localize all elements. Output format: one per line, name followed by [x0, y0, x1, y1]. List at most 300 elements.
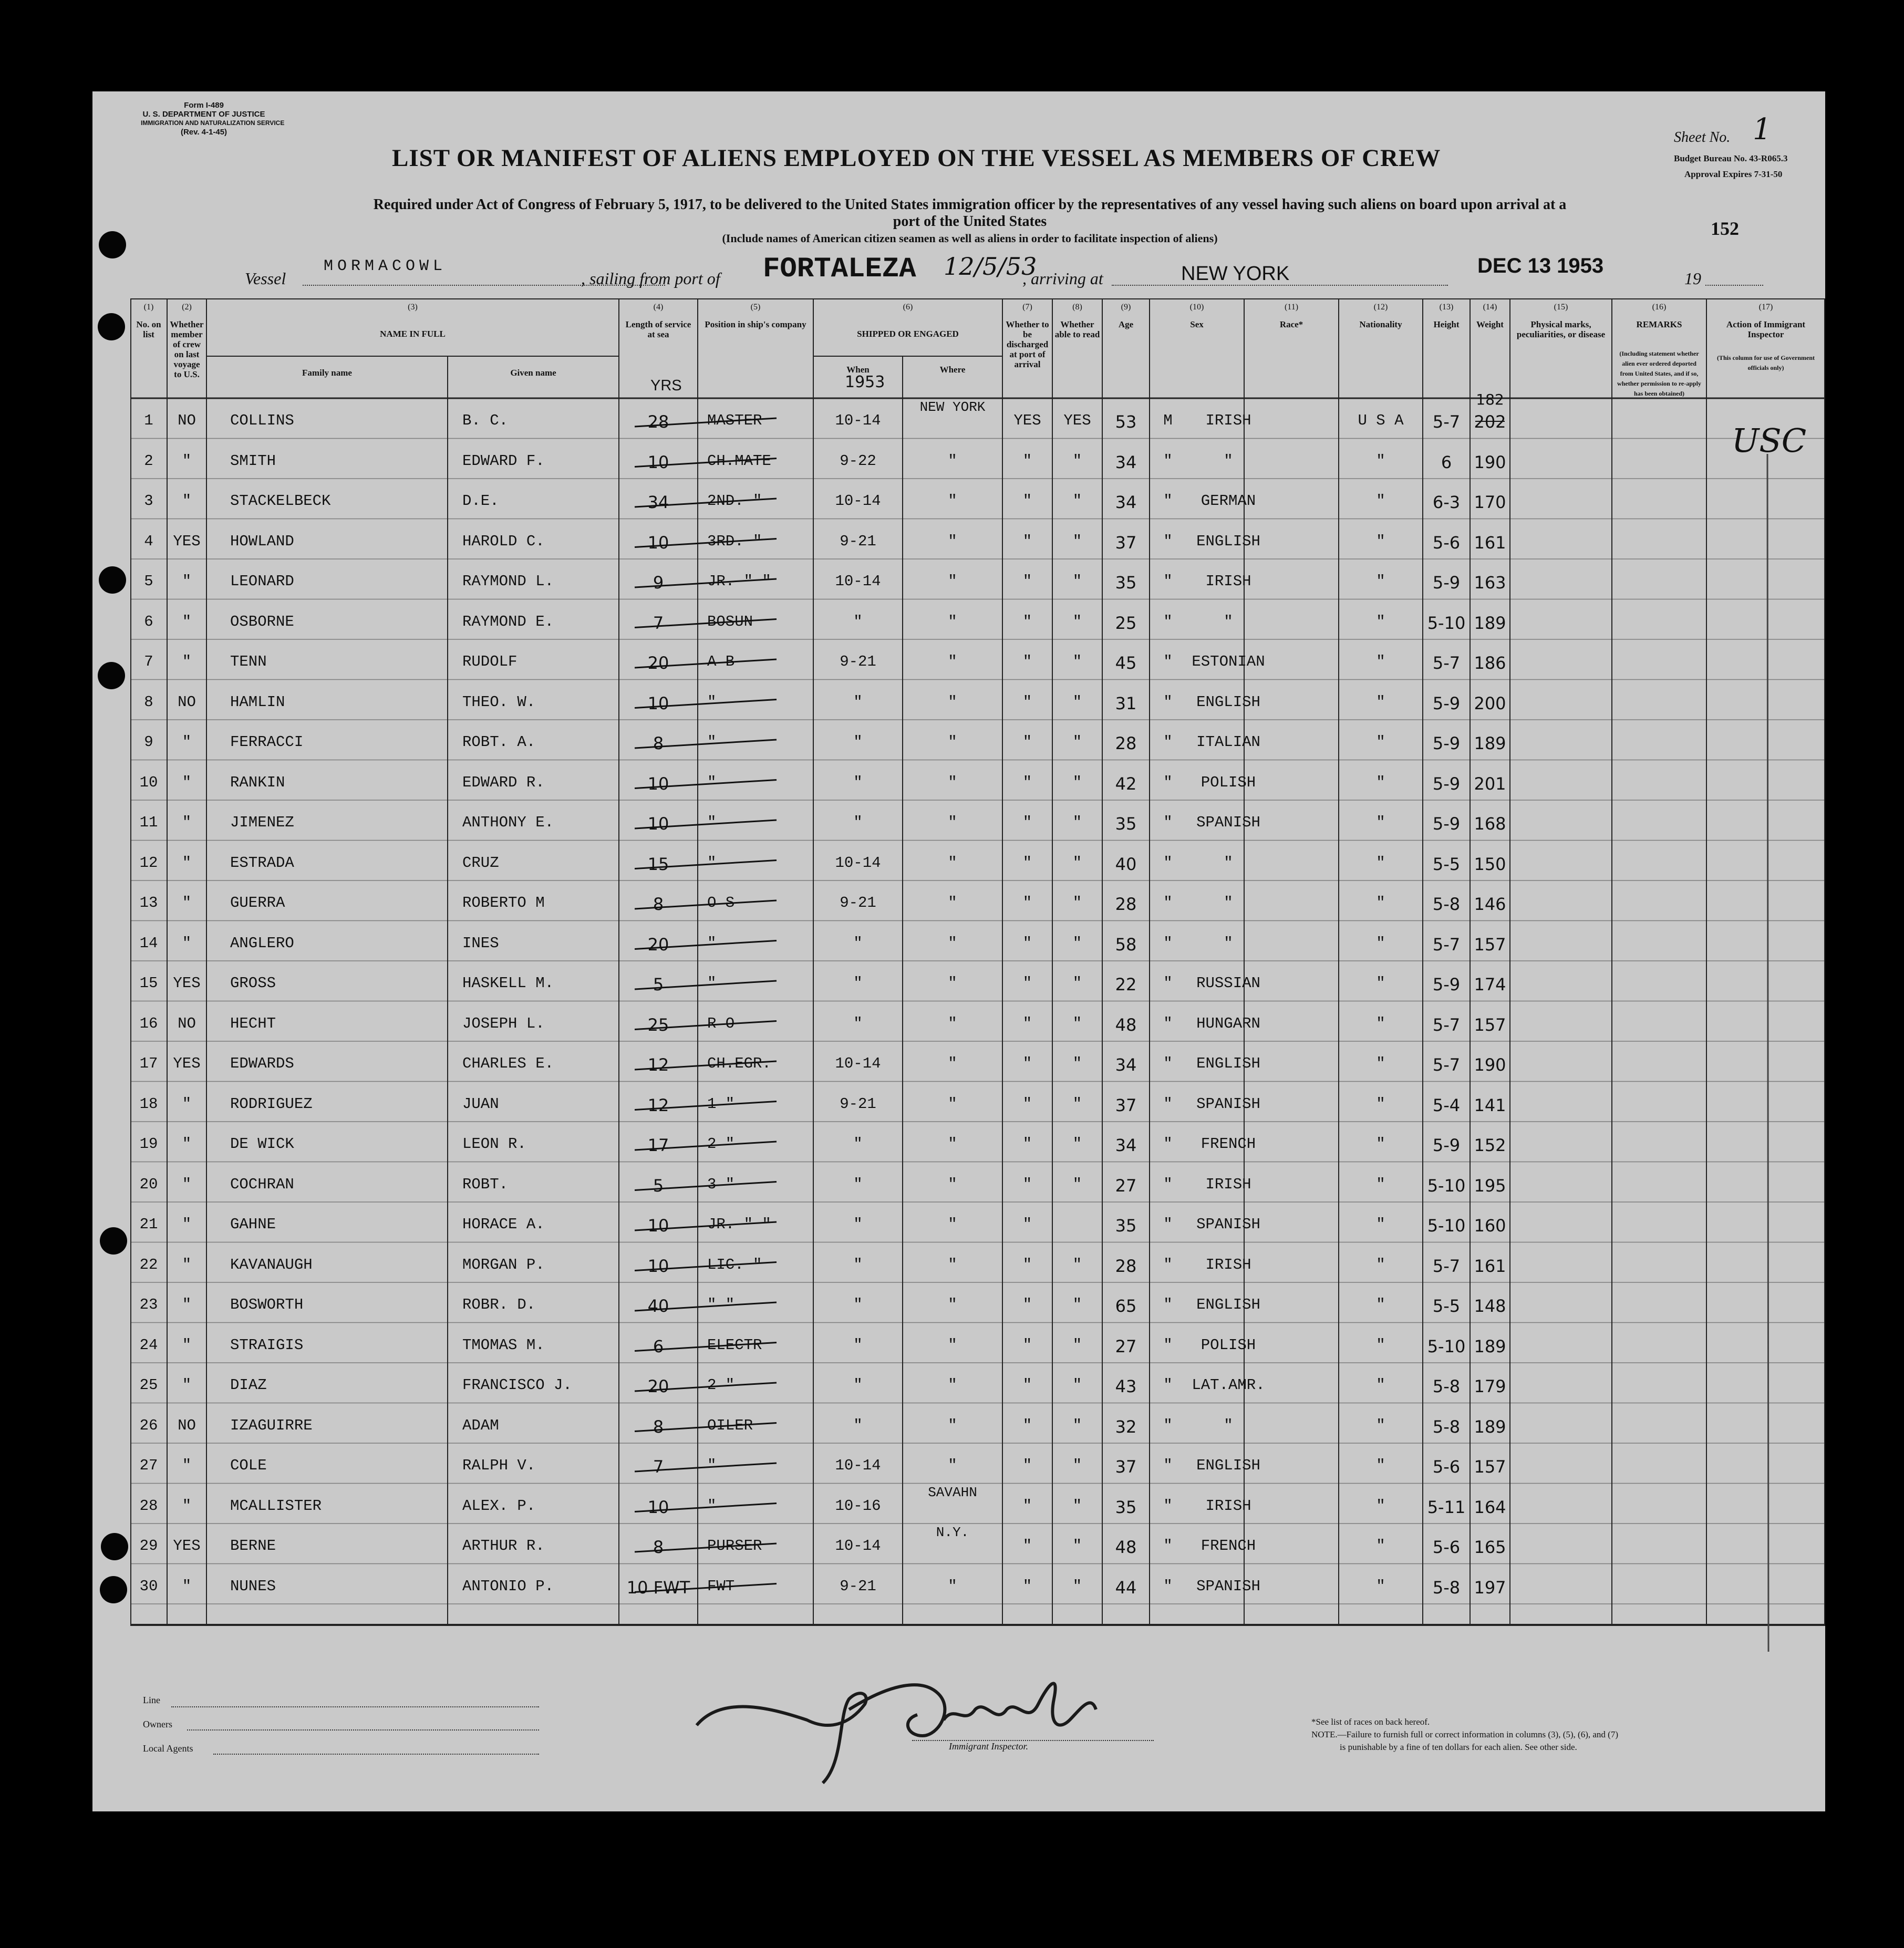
sailing-label: , sailing from port of	[581, 269, 720, 288]
nationality: "	[1376, 492, 1385, 510]
sex: "	[1163, 894, 1173, 911]
nationality: "	[1376, 1416, 1385, 1434]
sail-date: 12/5/53	[944, 252, 1037, 281]
row-number: 18	[139, 1095, 158, 1113]
row-number: 8	[144, 693, 153, 711]
nationality: "	[1376, 1256, 1385, 1273]
race: SPANISH	[1196, 1577, 1260, 1595]
table-row	[130, 599, 1825, 640]
column-number: (15)	[1554, 303, 1568, 312]
family-name: LEONARD	[230, 573, 294, 590]
sex: "	[1163, 934, 1173, 952]
family-name: RANKIN	[230, 773, 285, 791]
table-row	[130, 1484, 1825, 1524]
sex: "	[1163, 1336, 1173, 1354]
weight: 189	[1474, 733, 1506, 753]
position: MASTER	[707, 412, 762, 429]
able-to-read: "	[1072, 1577, 1082, 1595]
position: O S	[707, 894, 735, 911]
weight: 157	[1474, 1014, 1506, 1035]
weight: 189	[1474, 613, 1506, 633]
family-name: COLE	[230, 1457, 267, 1474]
column-header-13: Height	[1433, 319, 1460, 329]
age: 34	[1115, 1055, 1137, 1075]
age: 58	[1115, 934, 1137, 955]
discharged-flag: "	[1022, 492, 1032, 510]
shipped-when: 9-21	[840, 1095, 876, 1113]
punch-hole	[100, 1576, 127, 1603]
table-row	[130, 1242, 1825, 1283]
discharged-flag: "	[1022, 1135, 1032, 1153]
shipped-where: "	[948, 613, 957, 630]
age: 31	[1115, 693, 1137, 713]
weight: 197	[1474, 1577, 1506, 1598]
column-header-16: REMARKS	[1636, 319, 1682, 329]
position: "	[707, 1497, 717, 1515]
table-row	[130, 1564, 1825, 1604]
column-header-8: Whether able to read	[1054, 319, 1100, 339]
service-years: 10	[647, 693, 669, 713]
shipped-when: "	[853, 934, 863, 952]
previous-voyage: "	[182, 1577, 192, 1595]
row-number: 21	[139, 1216, 158, 1233]
shipped-when: 10-14	[835, 1055, 881, 1072]
sex: "	[1163, 1537, 1173, 1555]
column-number: (3)	[408, 303, 418, 312]
row-number: 3	[144, 492, 153, 510]
discharged-flag: "	[1022, 854, 1032, 872]
inspector-action: USC	[1732, 421, 1807, 460]
previous-voyage: "	[182, 814, 192, 831]
column-header-4: Length of service at sea	[625, 319, 691, 339]
sex: "	[1163, 1416, 1173, 1434]
discharged-flag: "	[1022, 1416, 1032, 1434]
requirement-line-1: Required under Act of Congress of February 5, 1917, to be delivered to the United States immigration officer by the representatives of any vessel having such aliens on board upon arrival at a	[373, 196, 1567, 213]
sex: "	[1163, 1216, 1173, 1233]
race: "	[1224, 854, 1233, 872]
race: HUNGARN	[1196, 1014, 1260, 1032]
age: 35	[1115, 1497, 1137, 1517]
given-name: ARTHUR R.	[462, 1537, 545, 1555]
sex: "	[1163, 975, 1173, 992]
row-number: 9	[144, 733, 153, 751]
height: 5-8	[1432, 894, 1461, 914]
given-name: RAYMOND L.	[462, 573, 554, 590]
shipped-where: "	[948, 1376, 957, 1394]
shipped-where: "	[948, 1216, 957, 1233]
column-number: (5)	[750, 303, 761, 312]
given-name: JUAN	[462, 1095, 499, 1113]
weight: 189	[1474, 1336, 1506, 1356]
service-years: 9	[653, 573, 664, 593]
column-number: (6)	[903, 303, 913, 312]
sex: "	[1163, 814, 1173, 831]
punch-hole	[99, 231, 126, 258]
given-name: HASKELL M.	[462, 975, 554, 992]
service: IMMIGRATION AND NATURALIZATION SERVICE	[141, 119, 285, 127]
previous-voyage: "	[182, 1135, 192, 1153]
family-name: HAMLIN	[230, 693, 285, 711]
shipped-when: "	[853, 773, 863, 791]
nationality: "	[1376, 854, 1385, 872]
form-number: Form I-489	[184, 101, 224, 110]
weight: 161	[1474, 532, 1506, 553]
port-to: NEW YORK	[1181, 263, 1290, 285]
arriving-label: , arriving at	[1022, 269, 1103, 288]
previous-voyage: "	[182, 934, 192, 952]
able-to-read: "	[1072, 1416, 1082, 1434]
shipped-where: "	[948, 854, 957, 872]
shipped-where: "	[948, 1577, 957, 1595]
row-number: 1	[144, 412, 153, 429]
age: 25	[1115, 613, 1137, 633]
discharged-flag: "	[1022, 1537, 1032, 1555]
row-number: 14	[139, 934, 158, 952]
owners-underline	[187, 1729, 539, 1731]
shipped-when: 10-14	[835, 1537, 881, 1555]
column-number: (7)	[1022, 303, 1032, 312]
sex: "	[1163, 1095, 1173, 1113]
race: GERMAN	[1201, 492, 1256, 510]
table-row	[130, 519, 1825, 559]
position: 3RD. "	[707, 532, 762, 550]
family-name: OSBORNE	[230, 613, 294, 630]
table-row	[130, 760, 1825, 801]
discharged-flag: "	[1022, 1216, 1032, 1233]
previous-voyage: "	[182, 613, 192, 630]
requirement-text	[145, 196, 1795, 247]
height: 5-9	[1432, 814, 1461, 834]
weight: 186	[1474, 653, 1506, 673]
previous-voyage: "	[182, 854, 192, 872]
row-number: 19	[139, 1135, 158, 1153]
sex: "	[1163, 613, 1173, 630]
previous-voyage: "	[182, 573, 192, 590]
sex: "	[1163, 1376, 1173, 1394]
port-from: FORTALEZA	[763, 253, 916, 285]
height: 5-6	[1432, 1537, 1461, 1557]
discharged-flag: "	[1022, 1336, 1032, 1354]
given-name: CHARLES E.	[462, 1055, 554, 1072]
row-number: 20	[139, 1175, 158, 1193]
shipped-when: 9-22	[840, 452, 876, 470]
discharged-flag: "	[1022, 1577, 1032, 1595]
shipped-where: "	[948, 573, 957, 590]
given-name: THEO. W.	[462, 693, 536, 711]
remarks-note: (Including statement whether alien ever ordered deported from United States, and if so, whether permission to re-apply has been obtained)	[1617, 350, 1701, 397]
table-row	[130, 841, 1825, 881]
weight: 157	[1474, 934, 1506, 955]
able-to-read: "	[1072, 814, 1082, 831]
weight-correction: 182	[1476, 391, 1504, 408]
discharged-flag: "	[1022, 532, 1032, 550]
given-name: ROBT. A.	[462, 733, 536, 751]
race: IRISH	[1205, 1256, 1251, 1273]
previous-voyage: "	[182, 452, 192, 470]
service-years: 12	[647, 1055, 669, 1075]
row-number: 5	[144, 573, 153, 590]
position: "	[707, 934, 717, 952]
nationality: "	[1376, 1095, 1385, 1113]
height: 5-4	[1432, 1095, 1461, 1115]
column-number: (11)	[1284, 303, 1299, 312]
shipped-when: 10-14	[835, 854, 881, 872]
service-years: 17	[647, 1135, 669, 1155]
shipped-where: NEW YORK	[919, 399, 986, 415]
punch-hole	[98, 313, 125, 340]
when-subheader: When	[846, 365, 870, 375]
height: 5-7	[1432, 1256, 1461, 1276]
able-to-read: "	[1072, 1336, 1082, 1354]
nationality: "	[1376, 1376, 1385, 1394]
where-subheader: Where	[939, 365, 966, 375]
weight: 157	[1474, 1457, 1506, 1477]
table-row	[130, 880, 1825, 921]
shipped-where: SAVAHN	[928, 1484, 977, 1500]
given-name: B. C.	[462, 412, 509, 429]
age: 40	[1115, 854, 1137, 874]
table-row	[130, 1282, 1825, 1323]
shipped-where: "	[948, 1055, 957, 1072]
given-name: FRANCISCO J.	[462, 1376, 572, 1394]
given-name: ROBERTO M	[462, 894, 545, 911]
sex: "	[1163, 773, 1173, 791]
height: 5-7	[1432, 1055, 1461, 1075]
family-name: IZAGUIRRE	[230, 1416, 313, 1434]
able-to-read: "	[1072, 1457, 1082, 1474]
weight: 174	[1474, 975, 1506, 994]
local-agents-label: Local Agents	[143, 1743, 193, 1754]
age: 34	[1115, 1135, 1137, 1155]
height: 5-9	[1432, 773, 1461, 794]
row-number: 2	[144, 452, 153, 470]
sex: "	[1163, 1256, 1173, 1273]
shipped-where: "	[948, 773, 957, 791]
position: "	[707, 693, 717, 711]
given-name: EDWARD F.	[462, 452, 545, 470]
shipped-when: "	[853, 1376, 863, 1394]
table-row	[130, 961, 1825, 1001]
height: 5-5	[1432, 854, 1461, 874]
budget-bureau: Budget Bureau No. 43-R065.3	[1674, 153, 1788, 163]
family-name: ANGLERO	[230, 934, 294, 952]
able-to-read: "	[1072, 653, 1082, 670]
race: "	[1224, 1416, 1233, 1434]
row-number: 7	[144, 653, 153, 670]
family-name: TENN	[230, 653, 267, 670]
arrival-date: DEC 13 1953	[1477, 254, 1604, 277]
position: R O	[707, 1014, 735, 1032]
nationality: "	[1376, 1135, 1385, 1153]
inspector-label: Immigrant Inspector.	[949, 1741, 1028, 1752]
table-row	[130, 680, 1825, 720]
shipped-when: "	[853, 1135, 863, 1153]
previous-voyage: "	[182, 492, 192, 510]
given-name: LEON R.	[462, 1135, 526, 1153]
service-years: 20	[647, 653, 669, 673]
year-label: 19	[1684, 269, 1701, 288]
race: "	[1224, 613, 1233, 630]
column-number: (8)	[1072, 303, 1082, 312]
position: ELECTR	[707, 1336, 762, 1354]
race: ENGLISH	[1196, 1296, 1260, 1313]
weight: 146	[1474, 894, 1506, 914]
weight: 201	[1474, 773, 1506, 794]
service-years: 15	[647, 854, 669, 874]
given-name: JOSEPH L.	[462, 1014, 545, 1032]
previous-voyage: YES	[173, 1537, 201, 1555]
table-row	[130, 1202, 1825, 1242]
able-to-read: "	[1072, 1296, 1082, 1313]
shipped-when: 10-14	[835, 412, 881, 429]
weight: 152	[1474, 1135, 1506, 1155]
column-header-10: Sex	[1190, 319, 1204, 329]
family-name: EDWARDS	[230, 1055, 294, 1072]
table-row	[130, 921, 1825, 961]
race: SPANISH	[1196, 814, 1260, 831]
sex: "	[1163, 532, 1173, 550]
height: 5-9	[1432, 573, 1461, 593]
previous-voyage: "	[182, 1497, 192, 1515]
nationality: "	[1376, 532, 1385, 550]
weight: 195	[1474, 1175, 1506, 1196]
shipped-where: "	[948, 492, 957, 510]
age: 44	[1115, 1577, 1137, 1598]
previous-voyage: "	[182, 894, 192, 911]
family-name: HOWLAND	[230, 532, 294, 550]
able-to-read: "	[1072, 1537, 1082, 1555]
family-name: JIMENEZ	[230, 814, 294, 831]
column-header-9: Age	[1118, 319, 1134, 329]
service-years: 20	[647, 1376, 669, 1396]
able-to-read: "	[1072, 492, 1082, 510]
height: 5-11	[1427, 1497, 1466, 1517]
column-header-12: Nationality	[1359, 319, 1402, 329]
nationality: "	[1376, 975, 1385, 992]
service-years: 8	[653, 1416, 664, 1437]
weight: 160	[1474, 1216, 1506, 1236]
table-row	[130, 1363, 1825, 1403]
family-name: DIAZ	[230, 1376, 267, 1394]
nationality: "	[1376, 1577, 1385, 1595]
discharged-flag: "	[1022, 894, 1032, 911]
given-name: ROBT.	[462, 1175, 509, 1193]
able-to-read: "	[1072, 1014, 1082, 1032]
service-years: 10	[647, 1216, 669, 1236]
height: 6	[1441, 452, 1452, 472]
able-to-read: "	[1072, 854, 1082, 872]
nationality: "	[1376, 613, 1385, 630]
height: 5-10	[1427, 1175, 1466, 1196]
shipped-where: "	[948, 1457, 957, 1474]
punch-hole	[99, 566, 126, 594]
race: ENGLISH	[1196, 693, 1260, 711]
weight: 141	[1474, 1095, 1506, 1115]
row-number: 30	[139, 1577, 158, 1595]
height: 5-6	[1432, 532, 1461, 553]
position: OILER	[707, 1416, 753, 1434]
height: 5-7	[1432, 412, 1461, 432]
weight: 163	[1474, 573, 1506, 593]
nationality: "	[1376, 1175, 1385, 1193]
age: 48	[1115, 1014, 1137, 1035]
previous-voyage: NO	[178, 1416, 196, 1434]
race: "	[1224, 894, 1233, 911]
row-number: 23	[139, 1296, 158, 1313]
previous-voyage: NO	[178, 1014, 196, 1032]
vessel-label: Vessel	[245, 269, 286, 288]
service-years: 40	[647, 1296, 669, 1316]
table-row	[130, 479, 1825, 519]
given-name: INES	[462, 934, 499, 952]
given-name: ROBR. D.	[462, 1296, 536, 1313]
position: FWT	[707, 1577, 735, 1595]
position: "	[707, 733, 717, 751]
table-row	[130, 800, 1825, 841]
punch-hole	[98, 662, 125, 689]
service-years: 8	[653, 894, 664, 914]
shipped-when: "	[853, 733, 863, 751]
discharged-flag: "	[1022, 1497, 1032, 1515]
family-name: BERNE	[230, 1537, 276, 1555]
shipped-where: "	[948, 1135, 957, 1153]
race: "	[1224, 934, 1233, 952]
race: RUSSIAN	[1196, 975, 1260, 992]
discharged-flag: "	[1022, 773, 1032, 791]
age: 45	[1115, 653, 1137, 673]
column-number: (9)	[1121, 303, 1131, 312]
column-header-3: NAME IN FULL	[380, 329, 446, 339]
family-name-subheader: Family name	[302, 368, 352, 378]
race: POLISH	[1201, 1336, 1256, 1354]
given-name: HORACE A.	[462, 1216, 545, 1233]
able-to-read: YES	[1063, 412, 1091, 429]
able-to-read: "	[1072, 1376, 1082, 1394]
previous-voyage: "	[182, 773, 192, 791]
family-name: GAHNE	[230, 1216, 276, 1233]
family-name: FERRACCI	[230, 733, 304, 751]
table-row	[130, 1162, 1825, 1203]
discharged-flag: "	[1022, 814, 1032, 831]
height: 5-5	[1432, 1296, 1461, 1316]
age: 37	[1115, 1095, 1137, 1115]
discharged-flag: "	[1022, 452, 1032, 470]
shipped-where: "	[948, 452, 957, 470]
shipped-when: 10-14	[835, 492, 881, 510]
column-header-17: Action of Immigrant Inspector	[1726, 319, 1806, 339]
shipped-when: 9-21	[840, 894, 876, 911]
able-to-read: "	[1072, 693, 1082, 711]
previous-voyage: NO	[178, 693, 196, 711]
table-row	[130, 1524, 1825, 1564]
inspector-note: (This column for use of Government officials only)	[1716, 354, 1815, 371]
column-number: (12)	[1373, 303, 1388, 312]
shipped-where: "	[948, 1095, 957, 1113]
row-number: 16	[139, 1014, 158, 1032]
row-number: 12	[139, 854, 158, 872]
race: IRISH	[1205, 1175, 1251, 1193]
shipped-when: "	[853, 1296, 863, 1313]
shipped-where: "	[948, 894, 957, 911]
previous-voyage: "	[182, 1376, 192, 1394]
position: A B	[707, 653, 735, 670]
shipped-when: 10-14	[835, 1457, 881, 1474]
discharged-flag: "	[1022, 1296, 1032, 1313]
age: 37	[1115, 532, 1137, 553]
table-row	[130, 720, 1825, 760]
nationality: "	[1376, 1537, 1385, 1555]
position: LIC. "	[707, 1256, 762, 1273]
